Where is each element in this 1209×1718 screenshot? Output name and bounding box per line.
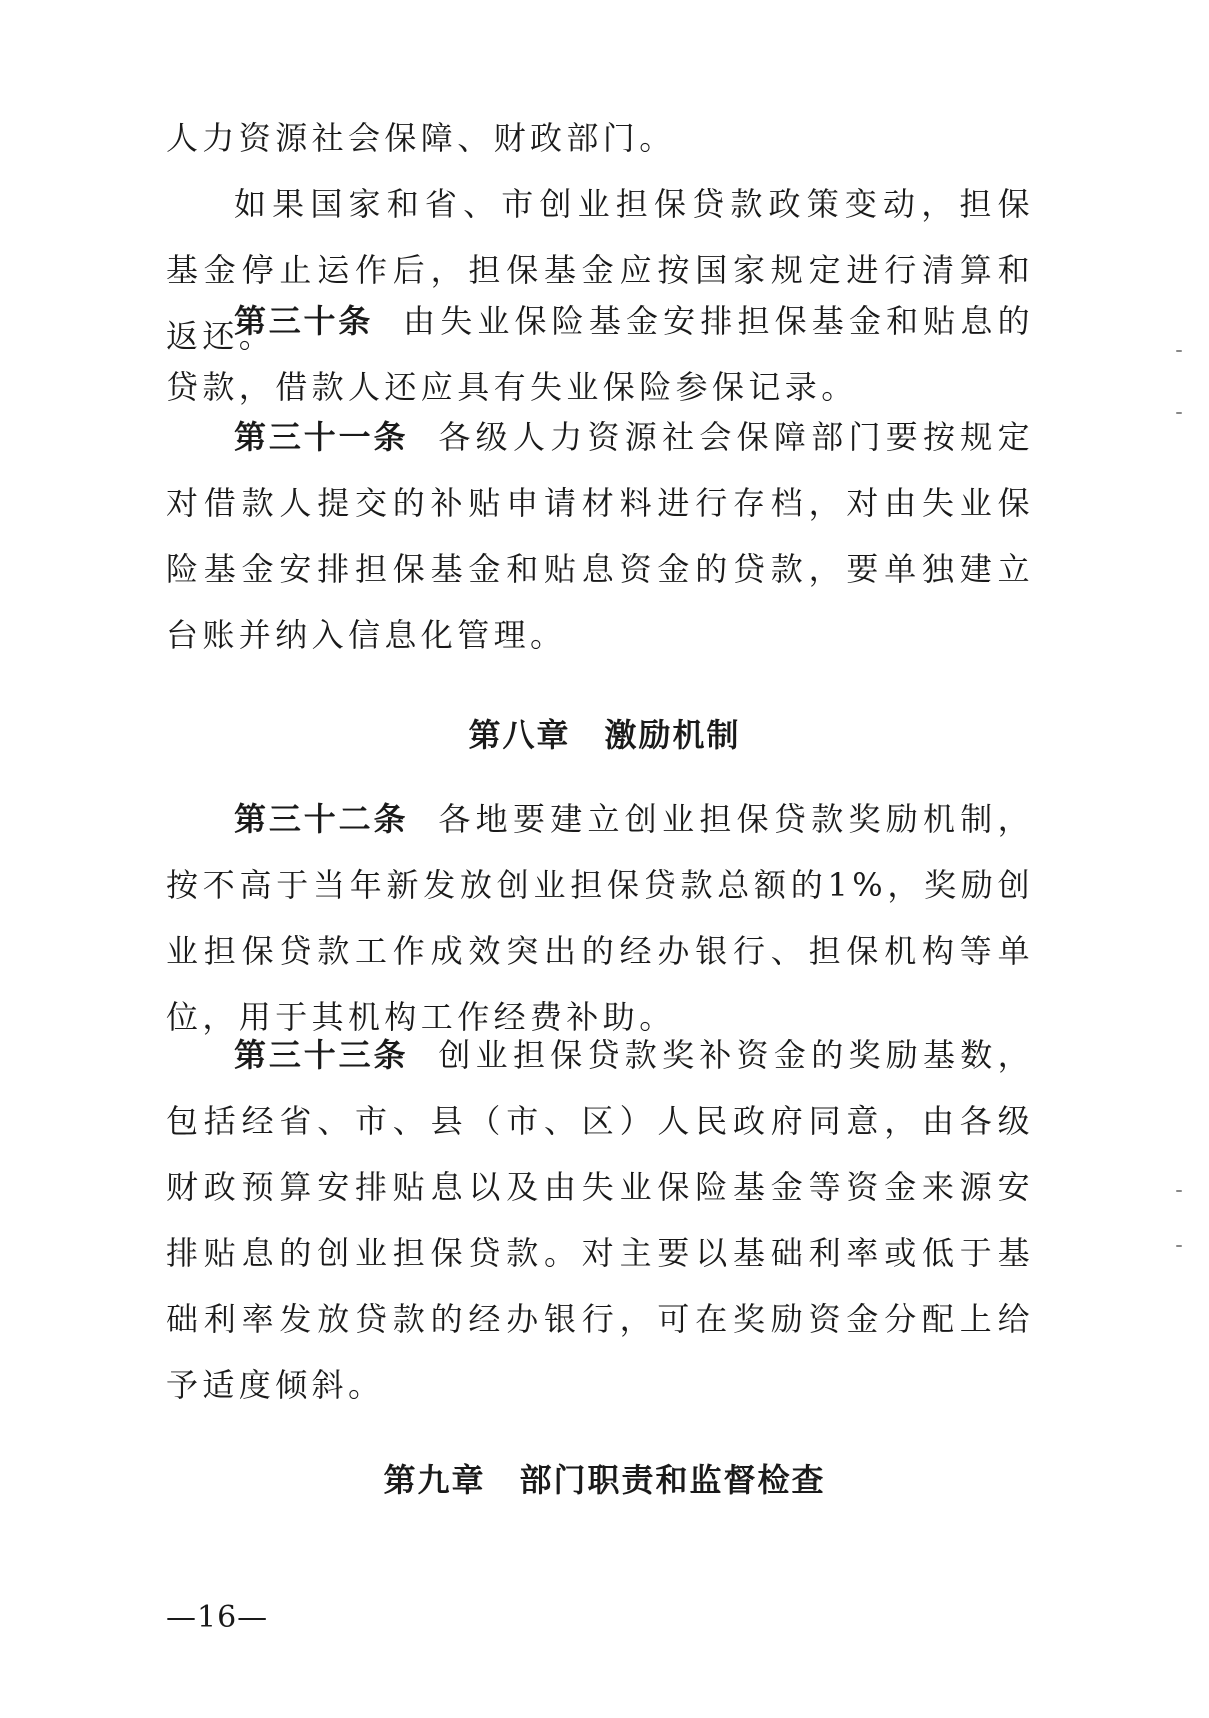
chapter-9-number: 第九章	[383, 1461, 486, 1499]
scan-speck	[1176, 412, 1182, 414]
chapter-8-number: 第八章	[468, 716, 571, 754]
article-32-text: 各地要建立创业担保贷款奖励机制，按不高于当年新发放创业担保贷款总额的1%，奖励创业担保贷款工作成效突出的经办银行、担保机构等单位，用于其机构工作经费补助。	[166, 800, 1034, 1036]
chapter-9-title: 部门职责和监督检查	[519, 1461, 826, 1499]
article-30	[166, 288, 1034, 420]
chapter-9-heading	[0, 1455, 1209, 1501]
article-33-text: 创业担保贷款奖补资金的奖励基数，包括经省、市、县（市、区）人民政府同意，由各级财政预算安排贴息以及由失业保险基金等资金来源安排贴息的创业担保贷款。对主要以基础利率或低于基础利率发放贷款的经办银行，可在奖励资金分配上给予适度倾斜。	[166, 1036, 1034, 1404]
article-31-text: 各级人力资源社会保障部门要按规定对借款人提交的补贴申请材料进行存档，对由失业保险基金安排担保基金和贴息资金的贷款，要单独建立台账并纳入信息化管理。	[166, 418, 1034, 654]
article-30-heading: 第三十条	[234, 302, 374, 340]
paragraph-policy-change: 如果国家和省、市创业担保贷款政策变动，担保基金停止运作后，担保基金应按国家规定进行清算和返还。	[166, 185, 1034, 355]
article-30-text: 由失业保险基金安排担保基金和贴息的贷款，借款人还应具有失业保险参保记录。	[166, 302, 1034, 406]
paragraph-continuation: 人力资源社会保障、财政部门。	[166, 119, 676, 157]
chapter-8-heading	[0, 710, 1209, 756]
article-32	[166, 786, 1034, 1050]
article-31	[166, 404, 1034, 668]
article-33-heading: 第三十三条	[234, 1036, 409, 1074]
article-33	[166, 1022, 1034, 1418]
page-number: —16—	[166, 1600, 269, 1635]
chapter-8-title: 激励机制	[604, 716, 741, 754]
scan-speck	[1176, 1190, 1182, 1192]
scan-speck	[1176, 1245, 1182, 1247]
article-32-heading: 第三十二条	[234, 800, 409, 838]
article-31-heading: 第三十一条	[234, 418, 409, 456]
scan-speck	[1176, 350, 1182, 352]
